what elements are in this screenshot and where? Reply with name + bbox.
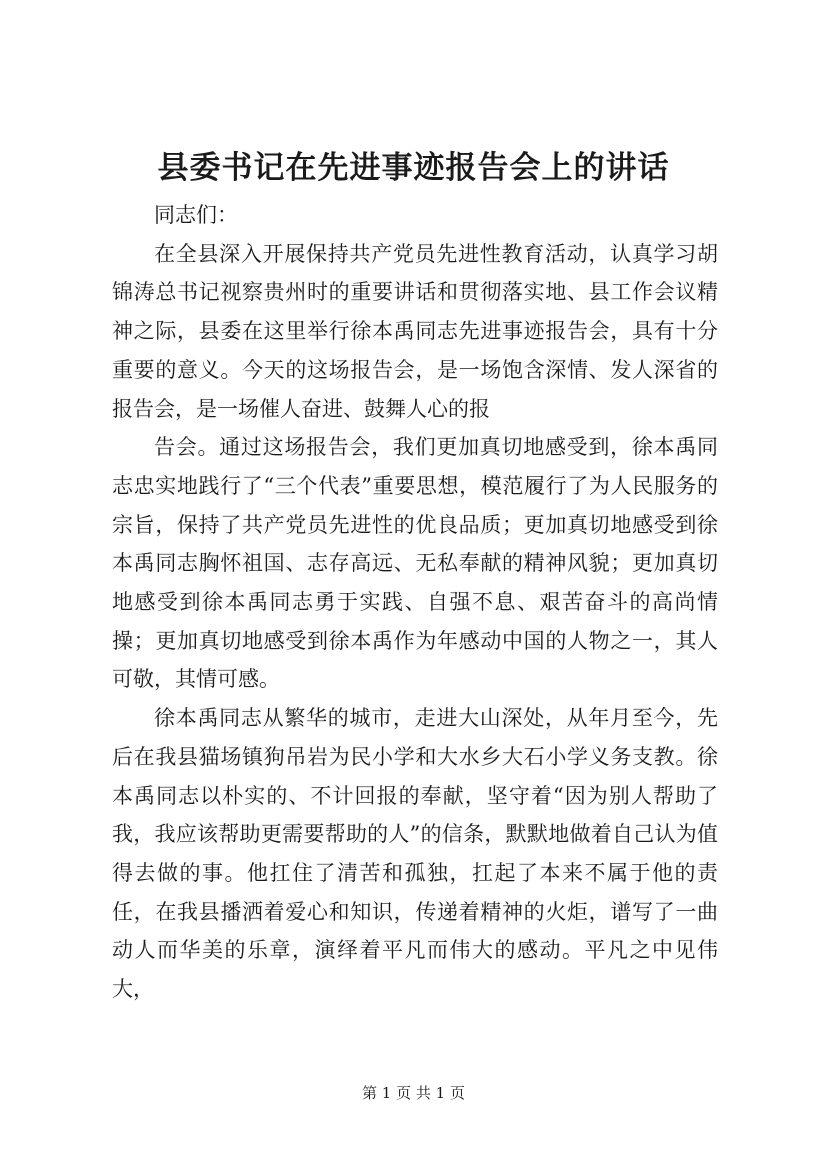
document-body [112,196,718,1009]
body-paragraph: 在全县深入开展保持共产党员先进性教育活动，认真学习胡锦涛总书记视察贵州时的重要讲话和贯彻落实地、县工作会议精神之际，县委在这里举行徐本禹同志先进事迹报告会，具有十分重要的意义。今天的这场报告会，是一场饱含深情、发人深省的报告会，是一场催人奋进、鼓舞人心的报 [112,241,718,421]
salutation-paragraph: 同志们： [154,203,238,227]
body-paragraph: 告会。通过这场报告会，我们更加真切地感受到，徐本禹同志忠实地践行了“三个代表”重要思想，模范履行了为人民服务的宗旨，保持了共产党员先进性的优良品质；更加真切地感受到徐本禹同志胸怀祖国、志存高远、无私奉献的精神风貌；更加真切地感受到徐本禹同志勇于实践、自强不息、艰苦奋斗的高尚情操；更加真切地感受到徐本禹作为年感动中国的人物之一，其人可敬，其情可感。 [112,435,718,692]
document-title: 县委书记在先进事迹报告会上的讲话 [157,150,670,186]
body-paragraph: 徐本禹同志从繁华的城市，走进大山深处，从年月至今，先后在我县猫场镇狗吊岩为民小学和大水乡大石小学义务支教。徐本禹同志以朴实的、不计回报的奉献，坚守着“因为别人帮助了我，我应该帮助更需要帮助的人”的信条，默默地做着自己认为值得去做的事。他扛住了清苦和孤独，扛起了本来不属于他的责任，在我县播洒着爱心和知识，传递着精神的火炬，谱写了一曲动人而华美的乐章，演绎着平凡而伟大的感动。平凡之中见伟大， [112,706,718,1002]
page-footer: 第 1 页 共 1 页 [362,1084,465,1102]
